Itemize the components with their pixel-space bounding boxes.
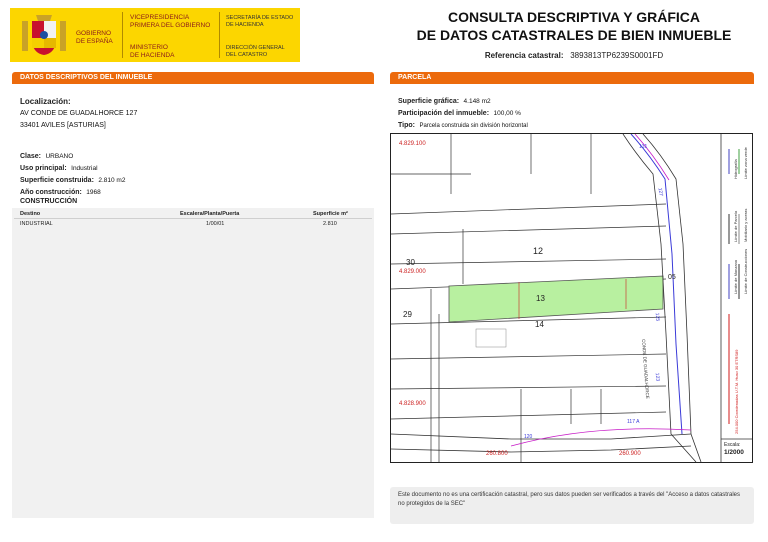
uso-row: Uso principal: Industrial (20, 165, 98, 172)
participacion-row: Participación del inmueble: 100,00 % (398, 110, 521, 117)
table-header-rule (14, 218, 372, 219)
secretaria-label: SECRETARÍA DE ESTADO DE HACIENDA (226, 15, 294, 28)
direccion-general-label: DIRECCIÓN GENERAL DEL CATASTRO (226, 45, 285, 58)
parcel-label-30: 30 (406, 258, 415, 267)
legend-manzana: Límite de Manzana (733, 259, 738, 294)
coord-top: 4.829.100 (399, 141, 426, 147)
scale-value: 1/2000 (724, 449, 744, 456)
cadastral-map[interactable] (390, 133, 753, 463)
legend-parcela: Límite de Parcela (733, 210, 738, 242)
referencia-catastral: Referencia catastral: 3893813TP6239S0001FD (484, 51, 664, 60)
tipo-row: Tipo: Parcela construida sin división horizontal (398, 122, 528, 129)
legend-zona-verde: Límite zona verde (743, 147, 748, 179)
parcel-label-12: 12 (533, 246, 544, 256)
table-row-escalera: 1/00/01 (206, 221, 225, 227)
ministerio-label: MINISTERIO DE HACIENDA (130, 44, 175, 59)
clase-row: Clase: URBANO (20, 153, 74, 160)
parcel-label-05: 05 (668, 274, 676, 281)
road-number-131: 131 (639, 144, 648, 150)
road-number-120: 120 (524, 434, 533, 440)
road-name: CONDE DE GUADALHORCE (641, 339, 651, 399)
road-number-117a: 117 A (627, 419, 640, 425)
parcel-label-13: 13 (536, 294, 545, 303)
legend-coordinates: 254.000 Coordenadas U.T.M. Huso 30 ETRS89 (734, 349, 739, 434)
table-row-superficie: 2.810 (323, 221, 337, 227)
table-row-destino: INDUSTRIAL (20, 221, 53, 227)
coord-bottom-left: 260.800 (486, 451, 508, 457)
disclaimer-notice: Este documento no es una certificación catastral, pero sus datos pueden ser verificados a través del "Acceso a datos catastrales no protegidos de la SEC" (390, 487, 754, 524)
road-number-123: 123 (653, 372, 661, 382)
coord-bottom-right: 260.900 (619, 451, 641, 457)
legend-mobiliario: Mobiliario y aceras (743, 208, 748, 242)
col-destino: Destino (20, 211, 41, 217)
road-number-127: 127 (656, 187, 664, 197)
parcel-label-14: 14 (535, 320, 544, 329)
superficie-grafica-row: Superficie gráfica: 4.148 m2 (398, 98, 491, 105)
logo-divider (122, 12, 123, 58)
coat-of-arms-icon (20, 13, 68, 58)
construccion-title: CONSTRUCCIÓN (20, 198, 78, 205)
section-bar-parcela: PARCELA (390, 72, 754, 84)
superficie-row: Superficie construida: 2.810 m2 (20, 177, 126, 184)
section-bar-datos-descriptivos: DATOS DESCRIPTIVOS DEL INMUEBLE (12, 72, 374, 84)
localizacion-label: Localización: (20, 97, 71, 106)
coord-low: 4.828.900 (399, 401, 426, 407)
parcel-label-29: 29 (403, 310, 412, 319)
construccion-table (12, 208, 374, 518)
coord-mid: 4.829.000 (399, 269, 426, 275)
anio-row: Año construcción: 1968 (20, 189, 101, 196)
vicepresidencia-label: VICEPRESIDENCIA PRIMERA DEL GOBIERNO (130, 14, 211, 29)
col-escalera: Escalera/Planta/Puerta (180, 211, 240, 217)
scale-label: Escala: (724, 442, 741, 448)
col-superficie: Superficie m² (313, 211, 348, 217)
road-number-125: 125 (653, 312, 661, 322)
address-line1: AV CONDE DE GUADALHORCE 127 (20, 110, 138, 117)
logo-divider-2 (219, 12, 220, 58)
gobierno-label: GOBIERNO DE ESPAÑA (76, 30, 113, 45)
selected-parcel (449, 276, 663, 322)
document-title: CONSULTA DESCRIPTIVA Y GRÁFICA DE DATOS CATASTRALES DE BIEN INMUEBLE (416, 9, 732, 43)
legend-hidrografia: Hidrografía (733, 159, 738, 179)
map-drawing (391, 134, 752, 462)
legend-construcciones: Límite de Construcciones (743, 248, 748, 294)
address-line2: 33401 AVILES [ASTURIAS] (20, 122, 106, 129)
